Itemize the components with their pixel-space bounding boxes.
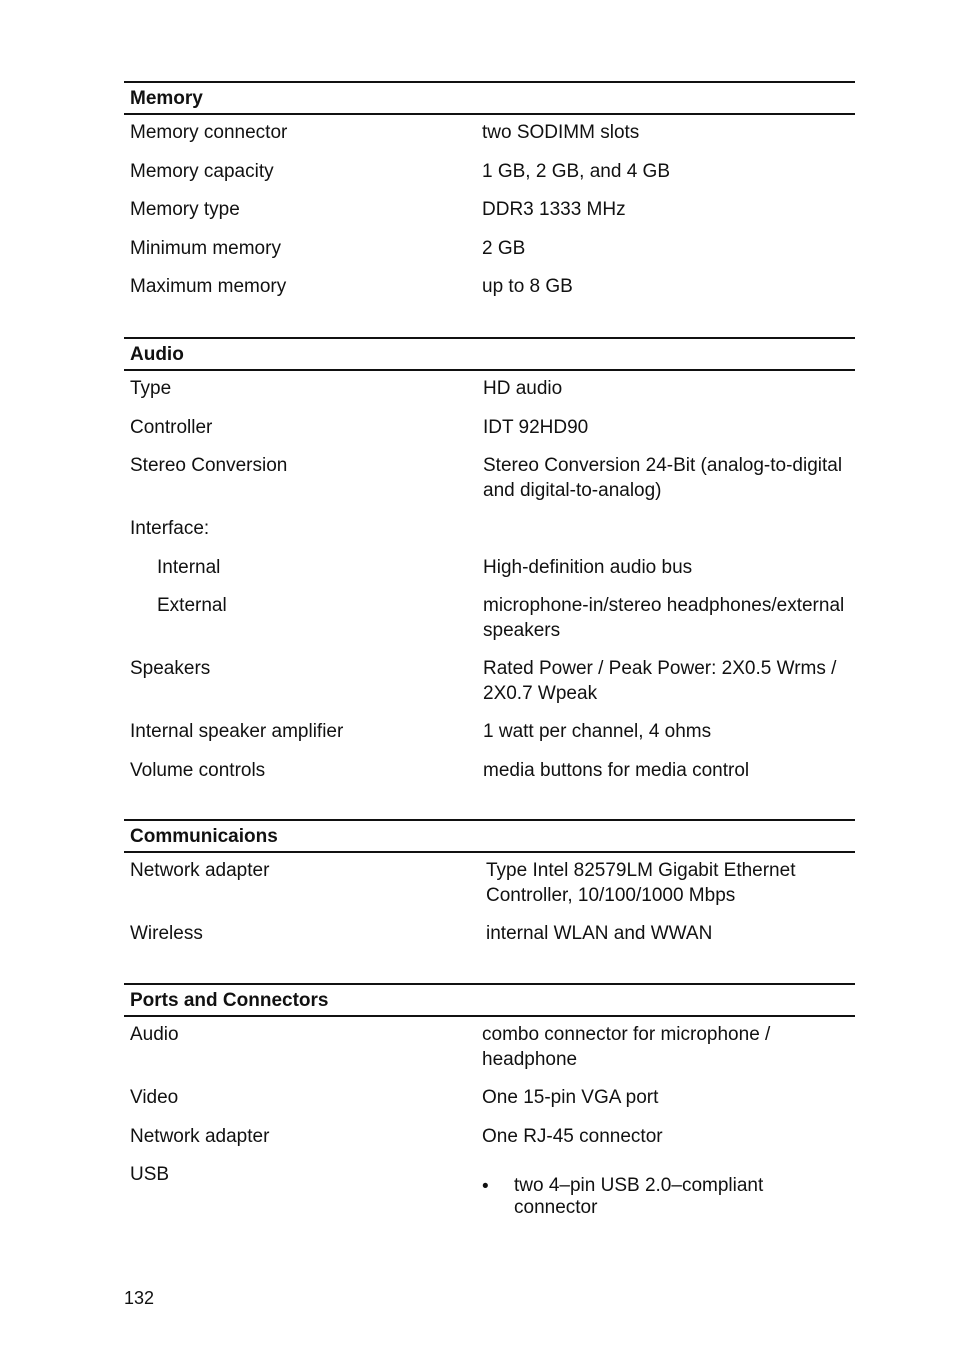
spec-label: USB [130, 1164, 170, 1185]
spec-value: One 15-pin VGA port [482, 1087, 659, 1108]
spec-value: microphone-in/stereo headphones/external speakers [483, 595, 845, 641]
spec-label: Internal [157, 556, 221, 578]
spec-label: Type [130, 378, 172, 399]
section-heading: Audio [124, 337, 855, 371]
spec-value: 2 GB [482, 237, 526, 259]
bullet-item [482, 1175, 849, 1219]
spec-value [482, 517, 849, 542]
spec-value [482, 1163, 849, 1219]
spec-value: HD audio [483, 378, 563, 399]
communications-section [124, 819, 855, 977]
spec-value: internal WLAN and WWAN [486, 923, 713, 944]
spec-label: Minimum memory [130, 237, 281, 259]
spec-label: Controller [130, 416, 213, 438]
spec-label: Wireless [130, 923, 203, 944]
spec-row [124, 160, 855, 185]
spec-row [124, 237, 855, 262]
spec-value: High-definition audio bus [483, 556, 693, 578]
spec-label: Maximum memory [130, 276, 287, 297]
spec-row [124, 759, 855, 784]
audio-section [124, 337, 855, 813]
section-heading: Communicaions [124, 819, 855, 853]
spec-label: Video [130, 1087, 179, 1108]
spec-value: IDT 92HD90 [483, 416, 589, 438]
spec-label: Volume controls [130, 759, 266, 781]
spec-label: Stereo Conversion [130, 455, 288, 476]
spec-row [124, 720, 855, 745]
section-heading: Ports and Connectors [124, 983, 855, 1017]
spec-row [124, 922, 855, 947]
spec-row [124, 556, 855, 581]
spec-row [124, 657, 855, 706]
spec-row [124, 198, 855, 223]
spec-label: External [157, 595, 227, 616]
spec-row [124, 1125, 855, 1150]
spec-value: Stereo Conversion 24-Bit (analog-to-digital and digital-to-analog) [483, 455, 843, 501]
spec-value: 1 GB, 2 GB, and 4 GB [482, 160, 670, 182]
spec-row [124, 1023, 855, 1072]
spec-value: DDR3 1333 MHz [482, 199, 626, 220]
spec-row [124, 121, 855, 146]
spec-label: Audio [130, 1024, 179, 1045]
spec-value: media buttons for media control [483, 759, 750, 781]
spec-value: Rated Power / Peak Power: 2X0.5 Wrms / 2X0.7 Wpeak [483, 658, 837, 704]
spec-value: Type Intel 82579LM Gigabit Ethernet Controller, 10/100/1000 Mbps [486, 860, 796, 906]
spec-value: 1 watt per channel, 4 ohms [483, 721, 712, 742]
spec-row [124, 517, 855, 542]
spec-value: up to 8 GB [482, 276, 573, 297]
spec-row [124, 275, 855, 300]
spec-row [124, 1086, 855, 1111]
spec-label: Internal speaker amplifier [130, 721, 344, 742]
section-heading: Memory [124, 81, 855, 115]
spec-row [124, 859, 855, 908]
spec-table [124, 81, 855, 1219]
spec-row [124, 454, 855, 503]
page-number: 132 [124, 1288, 155, 1308]
spec-label: Speakers [130, 658, 211, 679]
spec-label: Memory type [130, 199, 240, 220]
bullet-text: two 4–pin USB 2.0–compliant connector [514, 1175, 764, 1218]
spec-label: Network adapter [130, 860, 270, 881]
spec-label: Memory connector [130, 122, 288, 143]
spec-label: Interface: [130, 518, 210, 539]
spec-row [124, 594, 855, 643]
bullet-icon: • [482, 1176, 489, 1197]
memory-section [124, 81, 855, 329]
spec-row [124, 416, 855, 441]
spec-label: Network adapter [130, 1125, 270, 1147]
spec-label: Memory capacity [130, 160, 274, 182]
spec-value: two SODIMM slots [482, 122, 640, 143]
spec-row [124, 1163, 855, 1219]
spec-row [124, 377, 855, 402]
ports-section [124, 983, 855, 1219]
spec-value: combo connector for microphone / headphone [482, 1024, 771, 1070]
spec-value: One RJ-45 connector [482, 1125, 663, 1147]
